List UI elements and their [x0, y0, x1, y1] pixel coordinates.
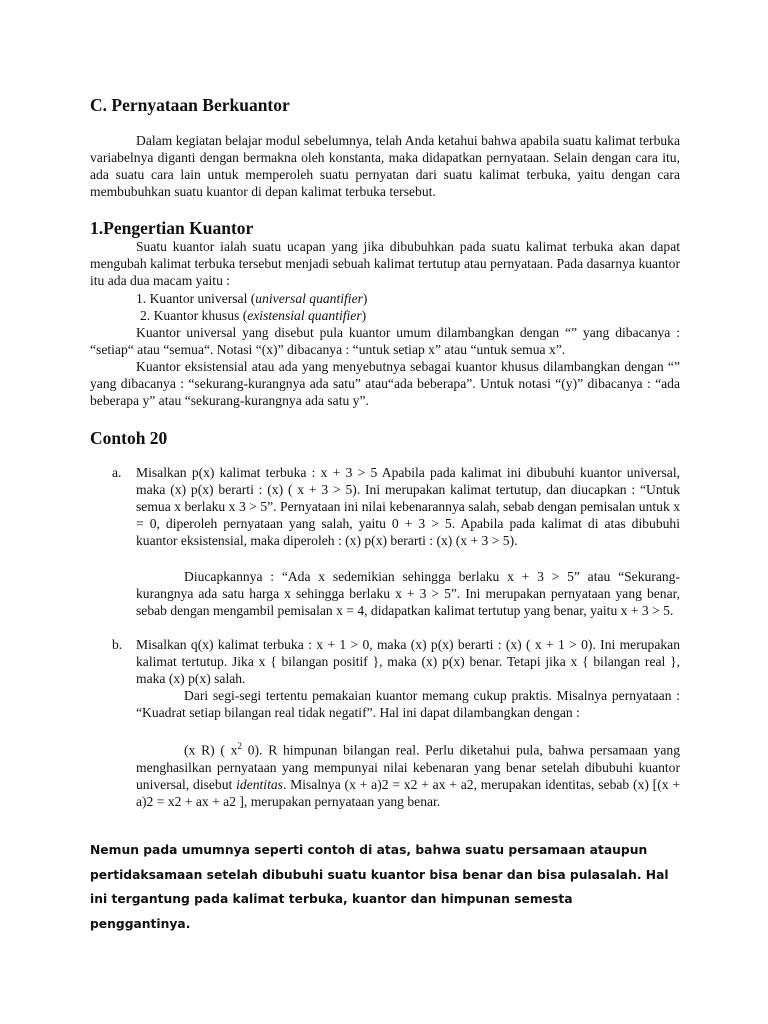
quantifier-type-existential: 2. Kuantor khusus (existensial quantifier) — [140, 308, 367, 323]
closing-note-text: Nemun pada umumnya seperti contoh di atas, bahwa suatu persamaan ataupun pertidaksamaan setelah dibubuhi suatu kuantor bisa benar dan bisa pulasalah. Hal ini tergantung pada kalimat terbuka, kuantor dan himpunan semesta penggantinya. — [90, 843, 669, 931]
example-b-formula-paragraph: (x R) ( $x^2$ 0). R himpunan bilangan real. Perlu diketahui pula, bahwa persamaan yang menghasilkan pernyataan yang mempunyai nilai kebenaran yang benar setelah dibubuhi kuantor universal, disebut identitas. Misalnya (x + a)2 = x2 + ax + a2, merupakan identitas, sebab (x) [(x + a)2 = x2 + ax + a2 ], merupakan pernyataan yang benar. — [136, 741, 681, 809]
example-a-continuation: Diucapkannya : “Ada x sedemikian sehingga berlaku x + 3 > 5” atau “Sekurang-kurangnya ada satu harga x sehingga berlaku x + 3 > 5”. Ini merupakan pernyataan yang benar, sebab dengan mengambil pemisalan x = 4, didapatkan kalimat tertutup yang benar, yaitu x + 3 > 5. — [136, 569, 680, 618]
example-title: Contoh 20 — [90, 428, 168, 448]
closing-note — [90, 838, 670, 936]
existential-paragraph: Kuantor eksistensial atau ada yang menyebutnya sebagai kuantor khusus dilambangkan dengan “” yang dibacanya : “sekurang-kurangnya ada satu” atau“ada beberapa”. Untuk notasi “(y)” dibacanya : “ada beberapa y” atau “sekurang-kurangnya ada satu y”. — [90, 359, 680, 408]
example-a-marker: a. — [112, 465, 122, 480]
universal-paragraph: Kuantor universal yang disebut pula kuantor umum dilambangkan dengan “” yang dibacanya : “setiap“ atau “semua“. Notasi “(x)” dibacanya : “untuk setiap x” atau “untuk semua x”. — [90, 325, 680, 357]
intro-paragraph: Dalam kegiatan belajar modul sebelumnya, telah Anda ketahui bahwa apabila suatu kalimat terbuka variabelnya diganti dengan bermakna oleh konstanta, maka didapatkan pernyataan. Selain dengan cara itu, ada suatu cara lain untuk memperoleh suatu pernyatan dari suatu kalimat terbuka, yaitu dengan cara membubuhkan suatu kuantor di depan kalimat terbuka tersebut. — [90, 133, 680, 199]
example-b-continuation: Dari segi-segi tertentu pemakaian kuantor memang cukup praktis. Misalnya pernyataan : “Kuadrat setiap bilangan real tidak negatif”. Hal ini dapat dilambangkan dengan : — [136, 688, 680, 720]
subsection-title: 1.Pengertian Kuantor — [90, 218, 254, 238]
example-b-marker: b. — [112, 637, 123, 652]
definition-paragraph: Suatu kuantor ialah suatu ucapan yang jika dibubuhkan pada suatu kalimat terbuka akan dapat mengubah kalimat terbuka tersebut menjadi sebuah kalimat tertutup atau pernyataan. Pada dasarnya kuantor itu ada dua macam yaitu : — [90, 239, 680, 288]
section-title: C. Pernyataan Berkuantor — [90, 95, 290, 115]
quantifier-type-universal: 1. Kuantor universal (universal quantifier) — [136, 291, 368, 306]
example-a-text: Misalkan p(x) kalimat terbuka : x + 3 > 5 Apabila pada kalimat ini dibubuhi kuantor universal, maka (x) p(x) berarti : (x) ( x + 3 > 5). Ini merupakan kalimat tertutup, dan diucapkan : “Untuk semua x berlaku x 3 > 5”. Pernyataan ini nilai kebenarannya salah, sebab dengan pemisalan untuk x = 0, diperoleh pernyataan yang salah, yaitu 0 + 3 > 5. Apabila pada kalimat di atas dibubuhi kuantor eksistensial, maka diperoleh : (x) p(x) berarti : (x) (x + 3 > 5). — [136, 465, 680, 548]
example-b-text: Misalkan q(x) kalimat terbuka : x + 1 > 0, maka (x) p(x) berarti : (x) ( x + 1 > 0). Ini merupakan kalimat tertutup. Jika x { bilangan positif }, maka (x) p(x) benar. Tetapi jika x { bilangan real }, maka (x) p(x) salah. — [136, 637, 680, 686]
